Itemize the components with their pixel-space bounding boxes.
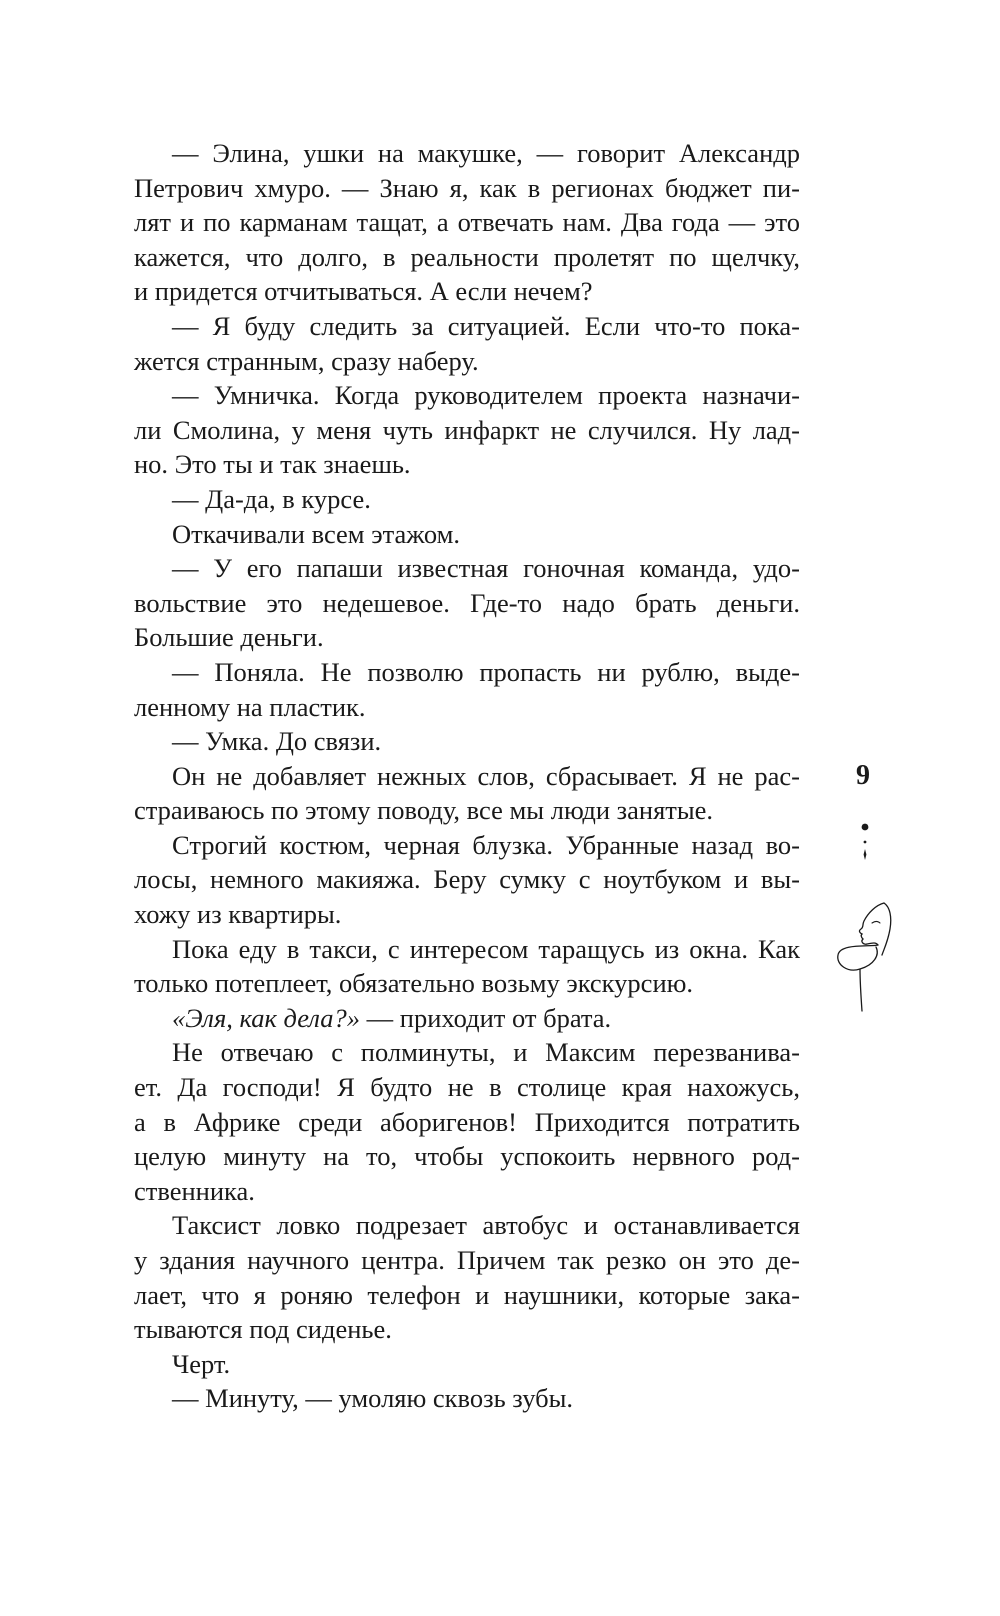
text-line-content: только потеплеет, обязательно возьму экскурсию. xyxy=(134,968,694,999)
text-line xyxy=(134,517,800,552)
text-line xyxy=(134,205,800,240)
text-line xyxy=(134,759,800,794)
text-line-content: Он не добавляет нежных слов, сбрасывает. Я не рас- xyxy=(172,760,800,791)
ornament-face-profile xyxy=(859,903,884,945)
text-line-content: Строгий костюм, черная блузка. Убранные назад во- xyxy=(172,829,800,860)
text-line xyxy=(134,309,800,344)
text-line-content: — Я буду следить за ситуацией. Если что-то пока- xyxy=(172,310,800,341)
page-number: 9 xyxy=(856,760,870,791)
text-line-content: — Умничка. Когда руководителем проекта назначи- xyxy=(172,380,800,411)
text-line-content: ли Смолина, у меня чуть инфаркт не случился. Ну лад- xyxy=(134,414,800,445)
text-line-content: целую минуту на то, чтобы успокоить нервного род- xyxy=(134,1141,800,1172)
text-line-content: лят и по карманам тащат, а отвечать нам. Два года — это xyxy=(134,207,800,238)
text-line xyxy=(134,482,800,517)
text-line xyxy=(134,413,800,448)
text-line xyxy=(134,136,800,171)
text-line xyxy=(134,447,800,482)
text-line-content: Таксист ловко подрезает автобус и останавливается xyxy=(172,1210,800,1241)
text-line xyxy=(134,1070,800,1105)
text-line xyxy=(134,240,800,275)
text-line-content: — Умка. До связи. xyxy=(172,726,382,757)
ornament-dot-small xyxy=(864,841,867,844)
text-line xyxy=(134,1139,800,1174)
text-line-content: ленному на пластик. xyxy=(134,691,366,722)
text-line-content: хожу из квартиры. xyxy=(134,899,342,930)
ornament-neck-line xyxy=(860,969,862,1011)
text-line xyxy=(134,1035,800,1070)
text-line-content: Петрович хмуро. — Знаю я, как в регионах бюджет пи- xyxy=(134,172,800,203)
ornament-dot-large xyxy=(862,824,869,831)
text-line xyxy=(134,862,800,897)
text-line xyxy=(134,1312,800,1347)
text-line-content: Черт. xyxy=(172,1348,231,1379)
text-line xyxy=(134,344,800,379)
text-line-content: вольствие это недешевое. Где-то надо брать деньги. xyxy=(134,587,800,618)
text-line-content: лает, что я роняю телефон и наушники, которые зака- xyxy=(134,1279,800,1310)
text-line-content: — Поняла. Не позволю пропасть ни рублю, выде- xyxy=(172,656,800,687)
text-line xyxy=(134,620,800,655)
text-line xyxy=(134,171,800,206)
text-line xyxy=(134,586,800,621)
text-line-content: Большие деньги. xyxy=(134,622,324,653)
text-line xyxy=(134,551,800,586)
text-line-content: ет. Да господи! Я будто не в столице края нахожусь, xyxy=(134,1072,800,1103)
body-text xyxy=(134,136,800,1416)
text-line xyxy=(134,274,800,309)
text-line-content: Пока еду в такси, с интересом таращусь из окна. Как xyxy=(172,933,800,964)
text-line xyxy=(134,793,800,828)
text-line-content: жется странным, сразу наберу. xyxy=(134,345,479,376)
text-line xyxy=(134,1243,800,1278)
text-line-content: — Да-да, в курсе. xyxy=(172,483,371,514)
text-line-content: — Элина, ушки на макушке, — говорит Александр xyxy=(172,138,800,168)
text-line xyxy=(134,655,800,690)
text-line xyxy=(134,690,800,725)
ornament-eye xyxy=(872,922,880,924)
woman-face-line-art-icon xyxy=(820,815,900,1015)
text-line-content: и придется отчитываться. А если нечем? xyxy=(134,276,593,307)
text-line-content: — У его папаши известная гоночная команда, удо- xyxy=(172,553,800,584)
text-line-content: кажется, что долго, в реальности пролетят по щелчку, xyxy=(134,241,800,272)
text-line xyxy=(134,1001,800,1036)
ornament-sparkle xyxy=(864,849,867,860)
text-line xyxy=(134,828,800,863)
text-line xyxy=(134,724,800,759)
text-line xyxy=(134,1174,800,1209)
text-line-content: ственника. xyxy=(134,1175,255,1206)
text-line-content: лосы, немного макияжа. Беру сумку с ноутбуком и вы- xyxy=(134,864,800,895)
text-line xyxy=(134,966,800,1001)
text-line-content: страиваюсь по этому поводу, все мы люди занятые. xyxy=(134,795,714,826)
text-line xyxy=(134,897,800,932)
text-line-content: у здания научного центра. Причем так резко он это де- xyxy=(134,1245,800,1275)
text-line xyxy=(134,378,800,413)
text-line xyxy=(134,1278,800,1313)
text-line xyxy=(134,1381,800,1416)
text-line-content: тываются под сиденье. xyxy=(134,1314,392,1345)
italic-message: «Эля, как дела?» xyxy=(172,1002,361,1033)
text-line-content: — приходит от брата. xyxy=(360,1002,612,1033)
text-line-content: Откачивали всем этажом. xyxy=(172,518,461,549)
text-line xyxy=(134,1208,800,1243)
text-line xyxy=(134,1347,800,1382)
text-line-content: Не отвечаю с полминуты, и Максим перезванива- xyxy=(172,1037,800,1068)
text-line xyxy=(134,1105,800,1140)
text-line-content: а в Африке среди аборигенов! Приходится потратить xyxy=(134,1106,800,1137)
ornament-hair-line xyxy=(882,903,891,955)
text-line xyxy=(134,932,800,967)
text-line-content: — Минуту, — умоляю сквозь зубы. xyxy=(172,1383,574,1414)
text-line-content: но. Это ты и так знаешь. xyxy=(134,449,411,480)
ornament-cheek-loop xyxy=(838,945,878,970)
